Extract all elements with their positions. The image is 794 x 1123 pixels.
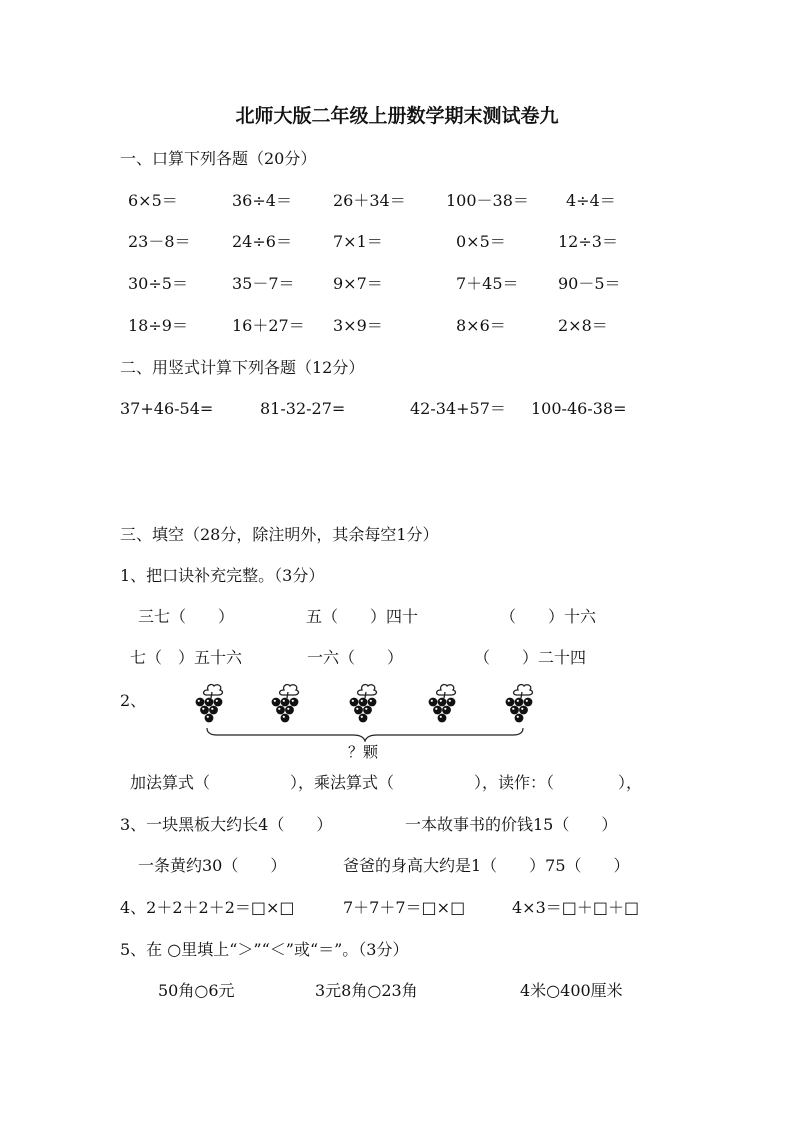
oral-calc-item: 24÷6＝ [232,232,292,251]
q3-line1-right: 一本故事书的价钱15（ ） [405,815,618,834]
oral-calc-item: 16＋27＝ [232,316,305,335]
oral-calc-item: 100－38＝ [446,191,529,210]
q3-line2-right: 爸爸的身高大约是1（ ）75（ ） [343,856,630,875]
grape-total-label: ？颗 [348,743,379,761]
oral-calc-item: 6×5＝ [128,191,178,210]
q3-line1-left: 3、一块黑板大约长4（ ） [120,815,333,834]
q5-compare-item: 3元8角○23角 [315,981,418,1000]
multiplication-rhyme-blank: 三七（ ） [138,607,235,626]
q4-item: 4×3＝□＋□＋□ [512,898,640,917]
q2-answer-line: 加法算式（ ），乘法算式（ ），读作：（ ）， [130,773,643,792]
q5-label: 5、在 ○里填上“＞”“＜”或“＝”。（3分） [120,940,409,959]
oral-calc-item: 23－8＝ [128,232,191,251]
oral-calc-item: 4÷4＝ [566,191,616,210]
vertical-calc-item: 81-32-27= [260,399,346,418]
oral-calc-item: 36÷4＝ [232,191,292,210]
oral-calc-item: 7×1＝ [333,232,383,251]
section-3-heading: 三、填空（28分，除注明外，其余每空1分） [120,525,439,544]
section-1-heading: 一、口算下列各题（20分） [120,149,317,168]
oral-calc-item: 18÷9＝ [128,316,188,335]
oral-calc-item: 0×5＝ [456,232,506,251]
vertical-calc-item: 37+46-54= [120,399,214,418]
oral-calc-item: 30÷5＝ [128,274,188,293]
vertical-calc-item: 100-46-38= [531,399,627,418]
multiplication-rhyme-blank: （ ）二十四 [474,648,587,667]
q5-compare-item: 50角○6元 [158,981,235,1000]
multiplication-rhyme-blank: 七（ ）五十六 [130,648,243,667]
grape-icon [344,682,384,726]
q4-item: 7＋7＋7＝□×□ [343,898,466,917]
oral-calc-item: 9×7＝ [333,274,383,293]
grape-icon [266,682,306,726]
q2-label: 2、 [120,691,147,710]
oral-calc-item: 8×6＝ [456,316,506,335]
oral-calc-item: 35－7＝ [232,274,295,293]
grape-icon [423,682,463,726]
grape-icon [500,682,540,726]
oral-calc-item: 26＋34＝ [333,191,406,210]
section-2-heading: 二、用竖式计算下列各题（12分） [120,358,365,377]
q5-compare-item: 4米○400厘米 [520,981,623,1000]
page-title: 北师大版二年级上册数学期末测试卷九 [235,105,559,127]
curly-brace [205,728,525,742]
oral-calc-item: 7＋45＝ [456,274,519,293]
oral-calc-item: 2×8＝ [558,316,608,335]
vertical-calc-item: 42-34+57＝ [410,399,506,418]
q4-item: 4、2＋2＋2＋2＝□×□ [120,898,295,917]
oral-calc-item: 90－5＝ [558,274,621,293]
multiplication-rhyme-blank: 五（ ）四十 [306,607,419,626]
grape-clusters [190,682,550,728]
oral-calc-item: 3×9＝ [333,316,383,335]
q1-label: 1、把口诀补充完整。（3分） [120,566,325,585]
multiplication-rhyme-blank: （ ）十六 [500,607,597,626]
oral-calc-item: 12÷3＝ [558,232,618,251]
q3-line2-left: 一条黄约30（ ） [138,856,287,875]
multiplication-rhyme-blank: 一六（ ） [307,648,404,667]
grape-icon [190,682,230,726]
